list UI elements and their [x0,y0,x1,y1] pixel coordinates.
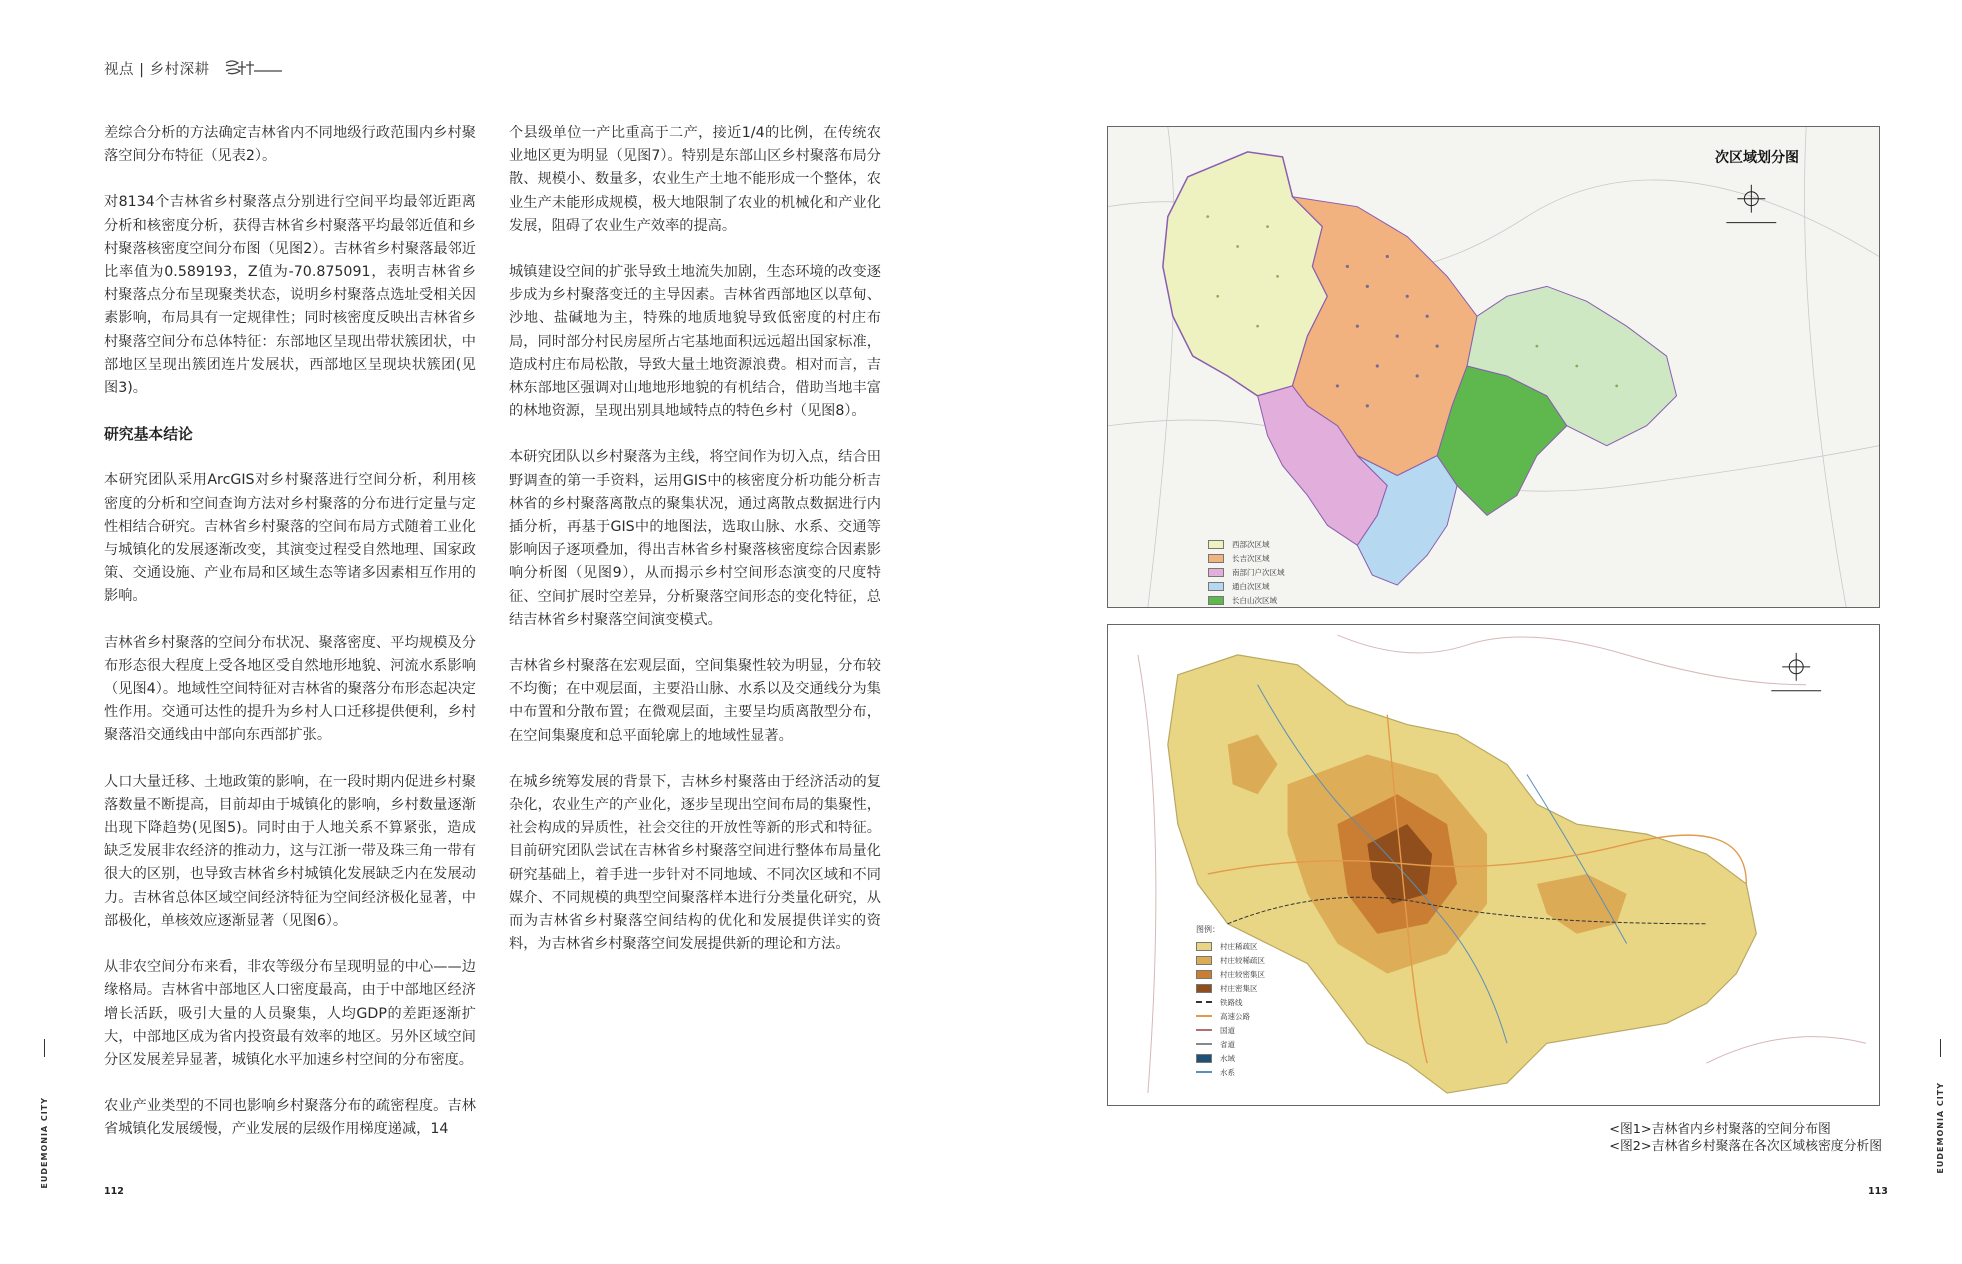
paragraph: 在城乡统筹发展的背景下，吉林乡村聚落由于经济活动的复杂化，农业生产的产业化，逐步呈现出空间布局的集聚性，社会构成的异质性，社会交往的开放性等新的形式和特征。目前研究团队尝试在吉林省乡村聚落空间进行整体布局量化研究基础上，着手进一步针对不同地域、不同次区域和不同媒介、不同规模的典型空间聚落样本进行分类量化研究，从而为吉林省乡村聚落空间结构的优化和发展提供详实的资料，为吉林省乡村聚落空间发展提供新的理论和方法。 [509,773,881,953]
legend-item: 高速公路 [1196,1009,1265,1023]
legend-item: 水域 [1196,1051,1265,1065]
side-divider [44,1039,45,1057]
legend-item: 省道 [1196,1037,1265,1051]
figure-captions [1609,1121,1882,1155]
legend-item: 村庄较密集区 [1196,967,1265,981]
section-title: 视点 | 乡村深耕 [104,61,210,78]
side-label-right: EUDEMONIA CITY [1936,1082,1945,1174]
map-title: 次区域划分图 [1715,150,1799,166]
side-divider [1940,1039,1941,1057]
side-label-left: EUDEMONIA CITY [40,1097,49,1189]
paragraph: 吉林省乡村聚落的空间分布状况、聚落密度、平均规模及分布形态很大程度上受各地区受自然地形地貌、河流水系影响（见图4）。地域性空间特征对吉林省的聚落分布形态起决定性作用。交通可达性的提升为乡村人口迁移提供便利，乡村聚落沿交通线由中部向东西部扩张。 [104,634,476,744]
legend-item: 铁路线 [1196,995,1265,1009]
brand-logo-icon [224,57,284,79]
density-legend [1196,924,1265,1079]
legend-item: 村庄较稀疏区 [1196,953,1265,967]
paragraph: 差综合分析的方法确定吉林省内不同地级行政范围内乡村聚落空间分布特征（见表2）。 [104,125,476,165]
kernel-density-map [1107,624,1880,1106]
paragraph: 人口大量迁移、土地政策的影响，在一段时期内促进乡村聚落数量不断提高，目前却由于城镇化的影响，乡村数量逐渐出现下降趋势(见图5)。同时由于人地关系不算紧张，造成缺乏发展非农经济的推动力，这与江浙一带及珠三角一带有很大的区别，也导致吉林省乡村城镇化发展缺乏内在发展动力。吉林省总体区域空间经济特征为空间经济极化显著，中部极化，单核效应逐渐显著（见图6）。 [104,773,476,929]
paragraph: 从非农空间分布来看，非农等级分布呈现明显的中心——边缘格局。吉林省中部地区人口密度最高，由于中部地区经济增长活跃，吸引大量的人员聚集，人均GDP的差距逐渐扩大，中部地区成为省内投资最有效率的地区。另外区域空间分区发展差异显著，城镇化水平加速乡村空间的分布密度。 [104,959,476,1068]
figure-caption: <图1>吉林省内乡村聚落的空间分布图 [1609,1122,1831,1137]
subregion-legend [1208,537,1285,607]
page-number-left: 112 [104,1186,124,1197]
legend-item: 村庄稀疏区 [1196,939,1265,953]
paragraph: 吉林省乡村聚落在宏观层面，空间集聚性较为明显，分布较不均衡；在中观层面，主要沿山脉、水系以及交通线分为集中布置和分散布置；在微观层面，主要呈均质离散型分布，在空间集聚度和总平面轮廓上的地域性显著。 [509,658,881,744]
legend-item: 国道 [1196,1023,1265,1037]
legend-item: 通白次区域 [1208,579,1285,593]
legend-item: 南部门户次区域 [1208,565,1285,579]
legend-item: 长白山次区域 [1208,593,1285,607]
paragraph: 城镇建设空间的扩张导致土地流失加剧，生态环境的改变逐步成为乡村聚落变迁的主导因素。吉林省西部地区以草甸、沙地、盐碱地为主，特殊的地质地貌导致低密度的村庄布局，同时部分村民房屋所占宅基地面积远远超出国家标准，造成村庄布局松散，导致大量土地资源浪费。相对而言，吉林东部地区强调对山地地形地貌的有机结合，借助当地丰富的林地资源，呈现出别具地域特点的特色乡村（见图8）。 [509,264,881,420]
running-header [104,56,284,80]
section-heading: 研究基本结论 [104,426,193,444]
paragraph: 本研究团队以乡村聚落为主线，将空间作为切入点，结合田野调查的第一手资料，运用GIS中的核密度分析功能分析吉林省的乡村聚落离散点的聚集状况，通过离散点数据进行内插分析，再基于GIS中的地图法，选取山脉、水系、交通等影响因子逐项叠加，得出吉林省乡村聚落核密度综合因素影响分析图（见图9），从而揭示乡村空间形态演变的尺度特征、空间扩展时空差异，分析聚落空间形态的变化特征，总结吉林省乡村聚落空间演变模式。 [509,449,881,628]
text-column-2 [509,122,881,980]
legend-title: 图例： [1196,925,1220,934]
paragraph: 个县级单位一产比重高于二产，接近1/4的比例，在传统农业地区更为明显（见图7）。特别是东部山区乡村聚落布局分散、规模小、数量多，农业生产土地不能形成一个整体，农业生产未能形成规模，极大地限制了农业的机械化和产业化发展，阻碍了农业生产效率的提高。 [509,125,881,234]
subregion-map-graphic [1108,127,1879,607]
text-column-1 [104,122,476,1165]
legend-item: 村庄密集区 [1196,981,1265,995]
page-number-right: 113 [1868,1186,1888,1197]
paragraph: 本研究团队采用ArcGIS对乡村聚落进行空间分析，利用核密度的分析和空间查询方法对乡村聚落的分布进行定量与定性相结合研究。吉林省乡村聚落的空间布局方式随着工业化与城镇化的发展逐渐改变，其演变过程受自然地理、国家政策、交通设施、产业布局和区域生态等诸多因素相互作用的影响。 [104,472,476,605]
legend-item: 西部次区域 [1208,537,1285,551]
legend-item: 水系 [1196,1065,1265,1079]
subregion-map [1107,126,1880,608]
figure-caption: <图2>吉林省乡村聚落在各次区域核密度分析图 [1609,1139,1882,1154]
paragraph: 对8134个吉林省乡村聚落点分别进行空间平均最邻近距离分析和核密度分析，获得吉林省乡村聚落平均最邻近值和乡村聚落核密度空间分布图（见图2）。吉林省乡村聚落最邻近比率值为0.589193，Z值为-70.875091，表明吉林省乡村聚落点分布呈现聚类状态，说明乡村聚落点选址受相关因素影响，布局具有一定规律性；同时核密度反映出吉林省乡村聚落空间分布总体特征：东部地区呈现出带状簇团状，中部地区呈现出簇团连片发展状，西部地区呈现块状簇团(见图3)。 [104,194,476,397]
legend-item: 长吉次区域 [1208,551,1285,565]
paragraph: 农业产业类型的不同也影响乡村聚落分布的疏密程度。吉林省城镇化发展缓慢，产业发展的层级作用梯度递减，14 [104,1098,476,1138]
